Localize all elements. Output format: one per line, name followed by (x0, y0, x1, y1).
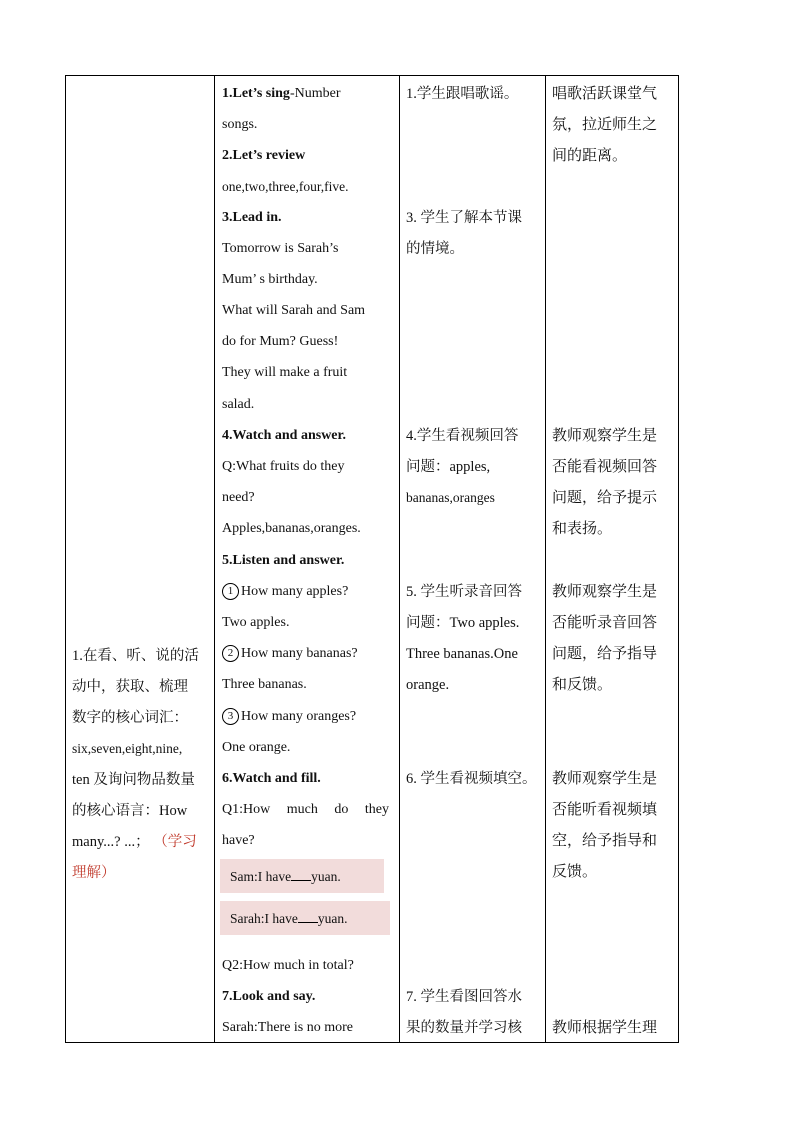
activity-text: Q2:How much in total? (222, 958, 354, 973)
objective-line: 1.在看、听、说的活 (72, 648, 199, 664)
answer-text: One orange. (222, 740, 291, 755)
student-text: orange. (406, 677, 450, 693)
answer-text: Two apples. (222, 615, 290, 630)
activity-text: do for Mum? Guess! (222, 334, 339, 349)
activity-heading: 6.Watch and fill. (222, 771, 321, 786)
activity-text: have? (222, 833, 255, 848)
objective-line (72, 832, 197, 852)
student-text: 1.学生跟唱歌谣。 (406, 86, 519, 102)
fill-blank-box-sam (220, 859, 384, 893)
objective-line: 动中，获取、梳理 (72, 679, 188, 695)
assessment-text: 否能听录音回答 (552, 615, 658, 631)
fill-blank[interactable] (291, 866, 311, 881)
number-circle-icon: 1 (222, 583, 239, 600)
activity-heading: 7.Look and say. (222, 989, 316, 1004)
objective-cell (66, 76, 215, 1043)
student-text: 6. 学生看视频填空。 (406, 771, 537, 787)
objective-tag: 理解） (72, 865, 116, 881)
activity-text: -Number (289, 86, 341, 101)
word: Q1:How (222, 802, 271, 817)
assessment-text: 间的距离。 (552, 148, 628, 164)
student-text: 问题：Two apples. (406, 615, 520, 631)
student-text: 的情境。 (406, 241, 464, 257)
fill-text: Sam:I have (230, 869, 292, 884)
activity-heading: 1.Let’s sing (222, 86, 290, 101)
question-text: How many bananas? (241, 646, 358, 661)
assessment-text: 问题，给予指导 (552, 646, 658, 662)
objective-line: 数字的核心词汇： (72, 710, 188, 726)
student-text: 5. 学生听录音回答 (406, 584, 522, 600)
number-circle-icon: 3 (222, 708, 239, 725)
objective-line: 的核心语言：How (72, 803, 188, 819)
activity-text: Q:What fruits do they (222, 459, 345, 474)
activity-heading: 3.Lead in. (222, 210, 282, 225)
student-text: bananas,oranges (406, 490, 495, 505)
assessment-text: 氛，拉近师生之 (552, 117, 658, 133)
assessment-text: 教师根据学生理 (552, 1020, 658, 1036)
assessment-text: 问题，给予提示 (552, 490, 658, 506)
word: much (286, 802, 318, 817)
activity-text: songs. (222, 117, 258, 132)
fill-text: yuan. (317, 911, 348, 926)
word: do (334, 802, 349, 817)
objective-text: many...? ...； (72, 834, 150, 850)
question-text: How many oranges? (241, 709, 357, 724)
activity-text: salad. (222, 397, 255, 412)
question-line (222, 707, 356, 727)
activity-text: Mum’ s birthday. (222, 272, 318, 287)
question-text: How many apples? (241, 584, 349, 599)
assessment-text: 否能看视频回答 (552, 459, 658, 475)
activity-text: one,two,three,four,five. (222, 179, 349, 194)
table-row (66, 76, 679, 1043)
activity-text: Apples,bananas,oranges. (222, 521, 361, 536)
activities-cell (215, 76, 400, 1043)
fill-text: yuan. (311, 869, 341, 884)
fill-text: Sarah:I have (230, 911, 298, 926)
student-text: 4.学生看视频回答 (406, 428, 519, 444)
answer-text: Three bananas. (222, 677, 307, 692)
fill-blank-box-sarah (220, 901, 390, 935)
activity-text: They will make a fruit (222, 365, 348, 380)
objective-tag: （学习 (153, 834, 197, 850)
activity-text (222, 800, 389, 820)
student-activities-cell (400, 76, 546, 1043)
assessment-text: 和表扬。 (552, 521, 613, 537)
activity-text: need? (222, 490, 255, 505)
student-text: 问题：apples, (406, 459, 491, 475)
number-circle-icon: 2 (222, 645, 239, 662)
activity-heading: 4.Watch and answer. (222, 428, 346, 443)
lesson-plan-table (65, 75, 679, 1043)
activity-text: Tomorrow is Sarah’s (222, 241, 339, 256)
activity-heading: 5.Listen and answer. (222, 553, 345, 568)
assessment-cell (546, 76, 679, 1043)
word: they (364, 802, 389, 817)
assessment-text: 教师观察学生是 (552, 771, 658, 787)
assessment-text: 空，给予指导和 (552, 833, 658, 849)
assessment-text: 唱歌活跃课堂气 (552, 86, 658, 102)
activity-text: What will Sarah and Sam (222, 303, 366, 318)
objective-line: ten 及询问物品数量 (72, 772, 195, 788)
assessment-text: 教师观察学生是 (552, 428, 658, 444)
student-text: 3. 学生了解本节课 (406, 210, 522, 226)
question-line (222, 582, 348, 602)
question-line (222, 644, 358, 664)
assessment-text: 反馈。 (552, 864, 598, 880)
student-text: 7. 学生看图回答水 (406, 989, 522, 1005)
fill-blank[interactable] (298, 908, 318, 923)
objective-line: six,seven,eight,nine, (72, 741, 183, 756)
activity-text: Sarah:There is no more (222, 1020, 354, 1035)
student-text: Three bananas.One (406, 646, 518, 662)
assessment-text: 教师观察学生是 (552, 584, 658, 600)
activity-heading: 2.Let’s review (222, 148, 306, 163)
assessment-text: 否能听看视频填 (552, 802, 658, 818)
activity-sing (222, 84, 340, 104)
assessment-text: 和反馈。 (552, 677, 613, 693)
student-text: 果的数量并学习核 (406, 1020, 522, 1036)
